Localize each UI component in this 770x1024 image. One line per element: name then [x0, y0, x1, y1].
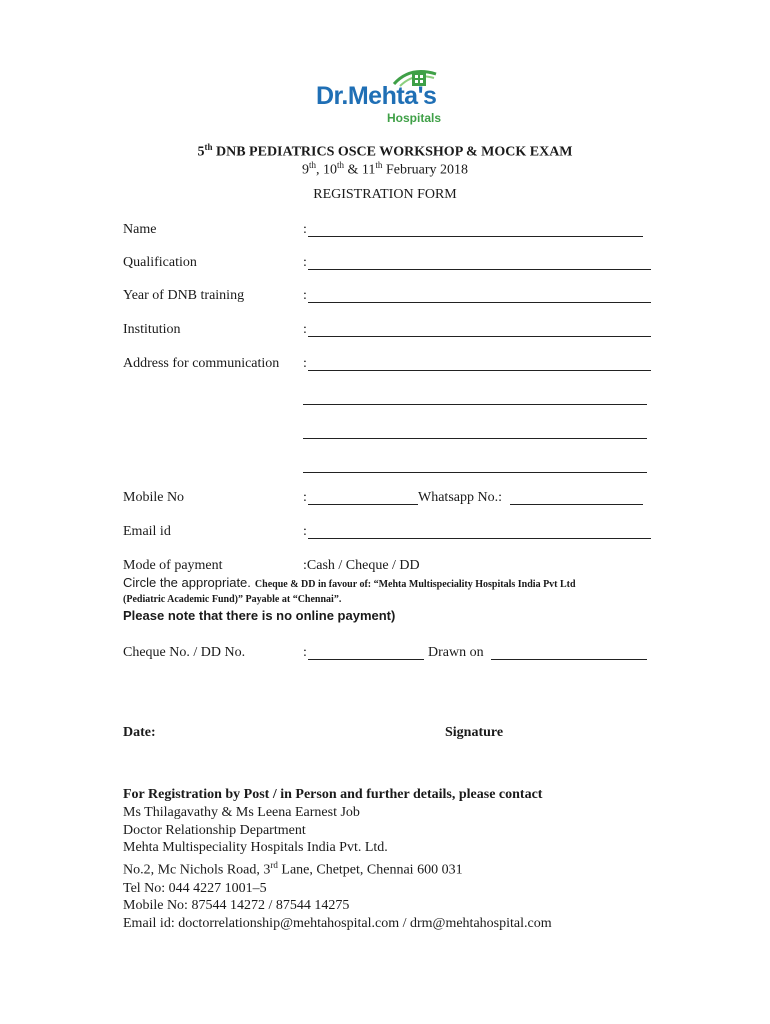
payment-options[interactable]: :Cash / Cheque / DD	[303, 558, 420, 573]
email-label: Email id	[123, 524, 171, 539]
signature-label: Signature	[445, 725, 504, 740]
payment-mode-label: Mode of payment	[123, 558, 223, 573]
address-field-line-2[interactable]	[303, 404, 647, 405]
form-title: REGISTRATION FORM	[313, 187, 457, 202]
mobile-field[interactable]	[308, 504, 418, 505]
date-label: Date:	[123, 725, 156, 740]
hospital-logo	[312, 64, 457, 128]
contact-mobile: Mobile No: 87544 14272 / 87544 14275	[123, 898, 350, 914]
name-field[interactable]	[308, 236, 643, 237]
colon: :	[303, 322, 307, 337]
cheque-no-field[interactable]	[308, 659, 424, 660]
contact-address: No.2, Mc Nichols Road, 3rd Lane, Chetpet, Chennai 600 031	[123, 860, 463, 878]
event-title: 5th DNB PEDIATRICS OSCE WORKSHOP & MOCK EXAM	[197, 142, 573, 160]
name-label: Name	[123, 222, 157, 237]
institution-label: Institution	[123, 322, 181, 337]
mobile-label: Mobile No	[123, 490, 185, 505]
qualification-field[interactable]	[308, 269, 651, 270]
qualification-label: Qualification	[123, 255, 197, 270]
contact-company: Mehta Multispeciality Hospitals India Pvt. Ltd.	[123, 840, 388, 856]
address-field-line-3[interactable]	[303, 438, 647, 439]
payee-note: (Pediatric Academic Fund)” Payable at “Chennai”.	[123, 594, 342, 605]
dnb-year-label: Year of DNB training	[123, 288, 245, 303]
address-field-line-4[interactable]	[303, 472, 647, 473]
address-field-line-1[interactable]	[308, 370, 651, 371]
whatsapp-field[interactable]	[510, 504, 643, 505]
contact-department: Doctor Relationship Department	[123, 822, 306, 838]
colon: :	[303, 288, 307, 303]
cheque-no-label: Cheque No. / DD No.	[123, 645, 246, 660]
logo-subtitle: Hospitals	[387, 111, 442, 125]
no-online-payment-note: Please note that there is no online payment)	[123, 608, 396, 623]
event-dates: 9th, 10th & 11th February 2018	[302, 160, 468, 178]
drawn-on-label: Drawn on	[428, 645, 484, 660]
dnb-year-field[interactable]	[308, 302, 651, 303]
colon: :	[303, 524, 307, 539]
logo-name: Dr.Mehta's	[316, 82, 437, 110]
institution-field[interactable]	[308, 336, 651, 337]
payment-instructions: Circle the appropriate. Cheque & DD in favour of: “Mehta Multispeciality Hospitals India Pvt Ltd	[123, 575, 576, 590]
contact-email: Email id: doctorrelationship@mehtahospital.com / drm@mehtahospital.com	[123, 916, 552, 932]
whatsapp-label: Whatsapp No.:	[418, 490, 502, 505]
contact-heading: For Registration by Post / in Person and further details, please contact	[123, 787, 543, 802]
colon: :	[303, 356, 307, 371]
contact-telephone: Tel No: 044 4227 1001–5	[123, 880, 267, 896]
drawn-on-field[interactable]	[491, 659, 647, 660]
email-field[interactable]	[308, 538, 651, 539]
contact-names: Ms Thilagavathy & Ms Leena Earnest Job	[123, 804, 360, 820]
colon: :	[303, 645, 307, 660]
address-label: Address for communication	[123, 356, 280, 371]
contact-block	[123, 786, 552, 933]
colon: :	[303, 222, 307, 237]
colon: :	[303, 255, 307, 270]
colon: :	[303, 490, 307, 505]
